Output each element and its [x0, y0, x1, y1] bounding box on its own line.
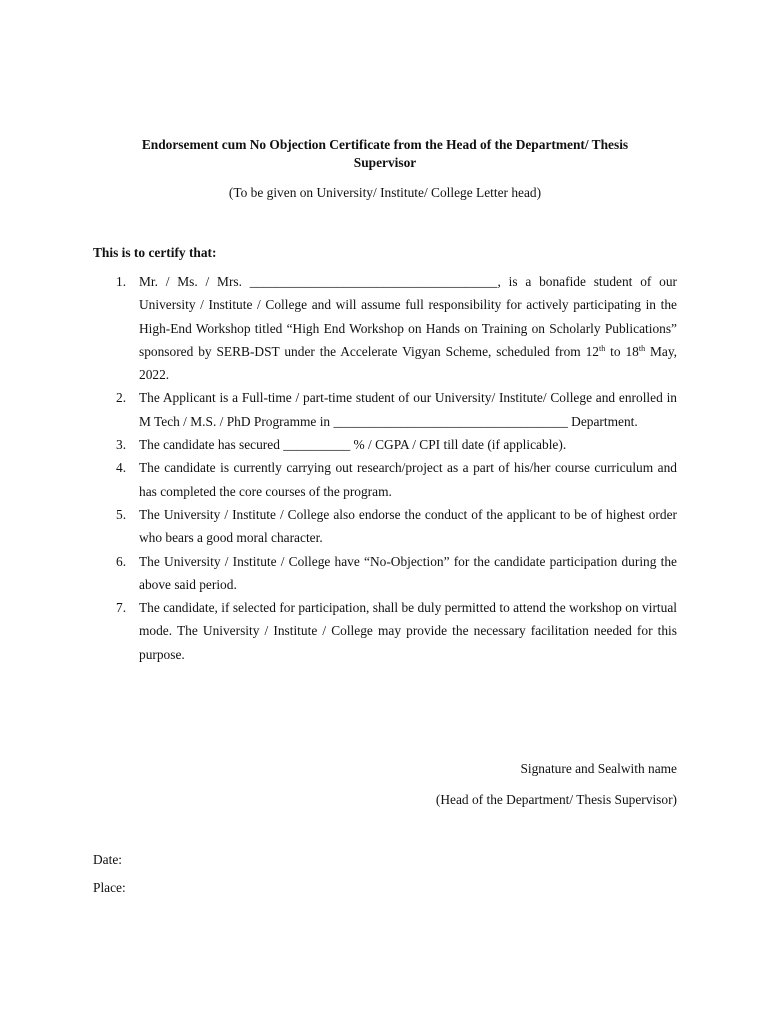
item-number: 2.	[116, 390, 127, 406]
item-number: 6.	[116, 553, 127, 569]
item-number: 1.	[116, 274, 127, 289]
item-text: The candidate has secured __________ % / CGPA / CPI till date (if applicable).	[139, 437, 567, 453]
item-text: The Applicant is a Full-time / part-time student of our University/ Institute/ College and enrolled in M Tech / M.S. / PhD Programme in ___________________________________ Department.	[139, 390, 677, 429]
list-item	[93, 596, 677, 666]
list-item	[93, 433, 677, 456]
item-text: The University / Institute / College also endorse the conduct of the applicant to be of highest order who bears a good moral character.	[139, 506, 677, 546]
item-number: 5.	[116, 506, 127, 522]
signature-label: Signature and Sealwith name	[520, 761, 677, 776]
certification-list	[93, 270, 677, 666]
item-text: The University / Institute / College have “No-Objection” for the candidate participation during the above said period.	[139, 553, 677, 592]
item-text: The candidate, if selected for participation, shall be duly permitted to attend the workshop on virtual mode. The University / Institute / College may provide the necessary facilitation needed for this purpose.	[139, 600, 677, 662]
item-text: to 18	[605, 343, 639, 359]
item-number: 4.	[116, 460, 127, 476]
item-number: 3.	[116, 437, 127, 453]
document-title: Endorsement cum No Objection Certificate from the Head of the Department/ Thesis Supervisor	[141, 137, 629, 170]
place-label: Place:	[93, 880, 126, 895]
list-item	[93, 503, 677, 550]
item-superscript: th	[638, 343, 646, 353]
item-number: 7.	[116, 600, 127, 616]
date-label: Date:	[93, 852, 122, 867]
item-text: May, 2022.	[139, 343, 677, 383]
certify-heading: This is to certify that:	[93, 245, 217, 260]
item-superscript: th	[599, 343, 606, 353]
list-item	[93, 550, 677, 597]
document-subtitle: (To be given on University/ Institute/ College Letter head)	[228, 185, 542, 200]
list-item	[93, 386, 677, 433]
signatory-designation: (Head of the Department/ Thesis Supervisor)	[435, 792, 677, 807]
item-text: Mr. / Ms. / Mrs. _____________________________________, is a bonafide student of our University / Institute / College and will assume full responsibility for actively participating in the High-End Workshop titled “High End Workshop on Hands on Training on Scholarly Publications” sponsored by SERB-DST under the Accelerate Vigyan Scheme, scheduled from 12	[139, 274, 677, 359]
list-item	[93, 456, 677, 503]
list-item	[93, 270, 677, 386]
item-text: The candidate is currently carrying out research/project as a part of his/her course curriculum and has completed the core courses of the program.	[139, 460, 677, 499]
